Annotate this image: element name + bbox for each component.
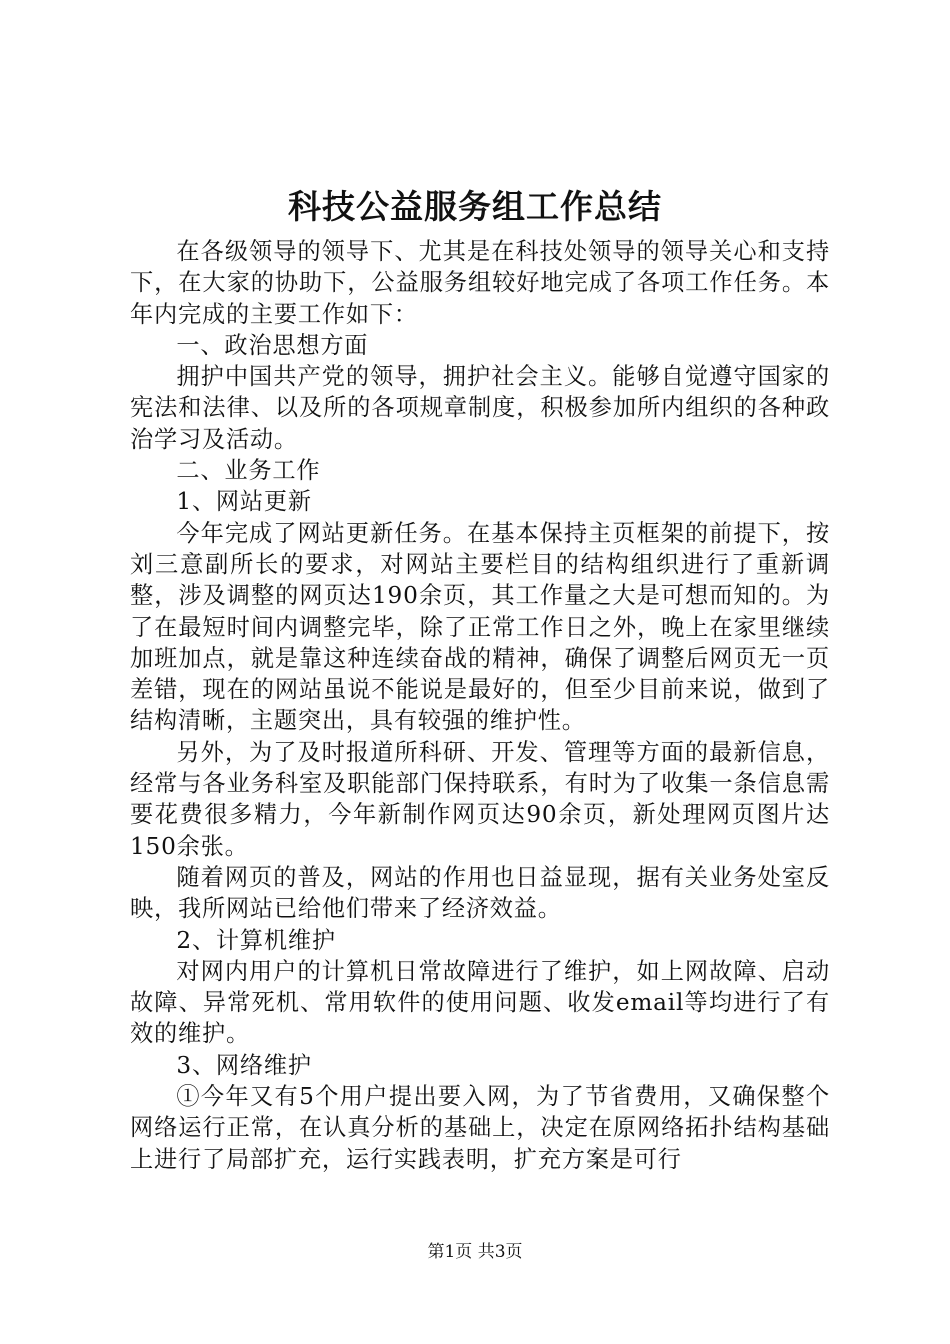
page-number-footer: 第1页 共3页 bbox=[427, 1242, 523, 1262]
website-benefit-paragraph: 随着网页的普及，网站的作用也日益显现，据有关业务处室反映，我所网站已给他们带来了经济效益。 bbox=[130, 863, 830, 923]
subheading-website-update: 1、网站更新 bbox=[176, 488, 312, 516]
section-heading-business: 二、业务工作 bbox=[176, 457, 321, 485]
section-heading-politics: 一、政治思想方面 bbox=[176, 331, 369, 359]
website-update-paragraph: 今年完成了网站更新任务。在基本保持主页框架的前提下，按刘三意副所长的要求，对网站主要栏目的结构组织进行了重新调整，涉及调整的网页达190余页，其工作量之大是可想而知的。为了在最短时间内调整完毕，除了正常工作日之外，晚上在家里继续加班加点，就是靠这种连续奋战的精神，确保了调整后网页无一页差错，现在的网站虽说不能说是最好的，但至少目前来说，做到了结构清晰，主题突出，具有较强的维护性。 bbox=[130, 519, 830, 735]
news-update-paragraph: 另外，为了及时报道所科研、开发、管理等方面的最新信息，经常与各业务科室及职能部门保持联系，有时为了收集一条信息需要花费很多精力，今年新制作网页达90余页，新处理网页图片达150余张。 bbox=[130, 738, 830, 860]
subheading-computer-maintenance: 2、计算机维护 bbox=[176, 926, 336, 954]
computer-maintenance-paragraph: 对网内用户的计算机日常故障进行了维护，如上网故障、启动故障、异常死机、常用软件的使用问题、收发email等均进行了有效的维护。 bbox=[130, 957, 830, 1048]
subheading-network-maintenance: 3、网络维护 bbox=[176, 1051, 312, 1079]
network-maintenance-paragraph: ①今年又有5个用户提出要入网，为了节省费用，又确保整个网络运行正常，在认真分析的基础上，决定在原网络拓扑结构基础上进行了局部扩充，运行实践表明，扩充方案是可行 bbox=[130, 1083, 830, 1173]
document-title: 科技公益服务组工作总结 bbox=[288, 187, 662, 226]
politics-paragraph: 拥护中国共产党的领导，拥护社会主义。能够自觉遵守国家的宪法和法律、以及所的各项规章制度，积极参加所内组织的各种政治学习及活动。 bbox=[130, 363, 830, 453]
document-body bbox=[130, 236, 830, 1175]
intro-paragraph: 在各级领导的领导下、尤其是在科技处领导的领导关心和支持下，在大家的协助下，公益服务组较好地完成了各项工作任务。本年内完成的主要工作如下： bbox=[130, 238, 830, 328]
